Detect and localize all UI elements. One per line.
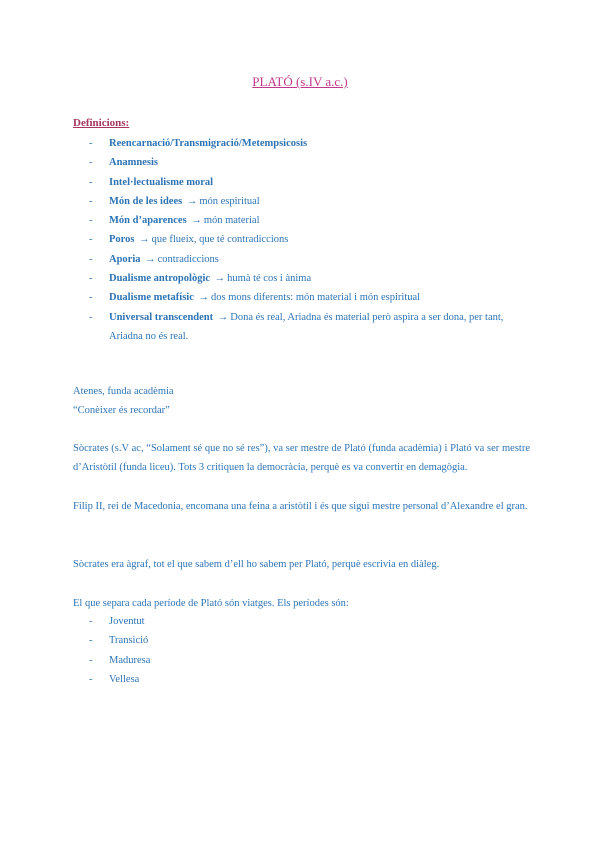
definition-item xyxy=(73,308,533,346)
definition-desc: món espiritual xyxy=(199,195,260,207)
definitions-list xyxy=(73,134,533,346)
definition-item xyxy=(73,230,533,249)
period-item xyxy=(73,631,373,650)
definition-item xyxy=(73,134,533,153)
list-dash: - xyxy=(89,616,93,627)
list-dash: - xyxy=(89,176,93,188)
definition-term: Món de les idees xyxy=(109,195,183,207)
paragraph-quote: “Conèixer és recordar” xyxy=(73,405,170,416)
list-dash: - xyxy=(89,635,93,647)
paragraph-socrates: Sòcrates (s.V ac, “Solament sé que no sé res”), va ser mestre de Plató (funda acadèmia) i Plató va ser mestre d’Aristòtil (funda liceu). Tots 3 critiquen la democràcia, perquè es va convertir en demagògia. xyxy=(73,443,530,473)
list-dash: - xyxy=(89,673,93,685)
arrow-icon: → xyxy=(186,195,198,207)
list-dash: - xyxy=(89,195,93,207)
paragraph-athens: Atenes, funda acadèmia xyxy=(73,386,174,397)
definition-term: Món d’aparences xyxy=(109,215,187,227)
definition-term: Anamnesis xyxy=(109,157,159,169)
definition-term: Reencarnació/Transmigració/Metempsicosis xyxy=(109,138,308,149)
definition-desc: contradiccions xyxy=(157,253,219,265)
definition-item xyxy=(73,288,533,307)
list-dash: - xyxy=(89,292,93,304)
definition-desc: món material xyxy=(203,215,260,227)
definition-desc: que flueix, que té contradiccions xyxy=(151,234,289,246)
page-title: PLATÓ (s.IV a.c.) xyxy=(252,74,348,89)
list-dash: - xyxy=(89,138,93,149)
definition-item xyxy=(73,269,533,288)
definition-term: Dualisme antropològic xyxy=(109,273,211,285)
list-dash: - xyxy=(89,234,93,246)
definition-term: Universal transcendent xyxy=(109,311,214,323)
definition-desc: dos mons diferents: món material i món espiritual xyxy=(210,292,421,304)
period-item xyxy=(73,612,373,631)
definition-item xyxy=(73,211,533,230)
period-label: Joventut xyxy=(109,616,145,627)
definition-item xyxy=(73,192,533,211)
arrow-icon: → xyxy=(145,253,156,265)
list-dash: - xyxy=(89,215,93,227)
definition-term: Aporia xyxy=(109,253,141,265)
definition-term: Intel·lectualisme moral xyxy=(109,176,214,188)
period-label: Transició xyxy=(109,635,149,647)
arrow-icon: → xyxy=(214,273,226,285)
paragraph-filip: Filip II, rei de Macedonia, encomana una feina a aristòtil i és que sigui mestre personal d’Alexandre el gran. xyxy=(73,501,528,512)
definition-term: Poros xyxy=(109,234,135,246)
definition-item xyxy=(73,173,533,192)
definition-desc: humà té cos i ànima xyxy=(227,273,312,285)
arrow-icon: → xyxy=(139,234,150,246)
period-label: Vellesa xyxy=(109,673,140,685)
list-dash: - xyxy=(89,273,93,285)
definition-item xyxy=(73,153,533,172)
list-dash: - xyxy=(89,654,93,666)
periods-list xyxy=(73,612,373,689)
list-dash: - xyxy=(89,157,93,169)
list-dash: - xyxy=(89,311,93,323)
definition-desc: Dona és real, Ariadna és material però aspira a ser dona, per tant, Ariadna no és real. xyxy=(109,311,504,342)
paragraph-agraf: Sòcrates era àgraf, tot el que sabem d’ell ho sabem per Plató, perquè escrivia en diàleg. xyxy=(73,559,440,570)
definitions-heading: Definicions: xyxy=(73,117,130,129)
period-item xyxy=(73,670,373,689)
definition-item xyxy=(73,250,533,269)
period-item xyxy=(73,651,373,670)
arrow-icon: → xyxy=(198,292,209,304)
list-dash: - xyxy=(89,253,93,265)
definition-term: Dualisme metafísic xyxy=(109,292,194,304)
arrow-icon: → xyxy=(191,215,202,227)
period-label: Maduresa xyxy=(109,654,151,666)
arrow-icon: → xyxy=(217,311,229,323)
paragraph-periods-intro: El que separa cada període de Plató són viatges. Els períodes són: xyxy=(73,598,349,609)
